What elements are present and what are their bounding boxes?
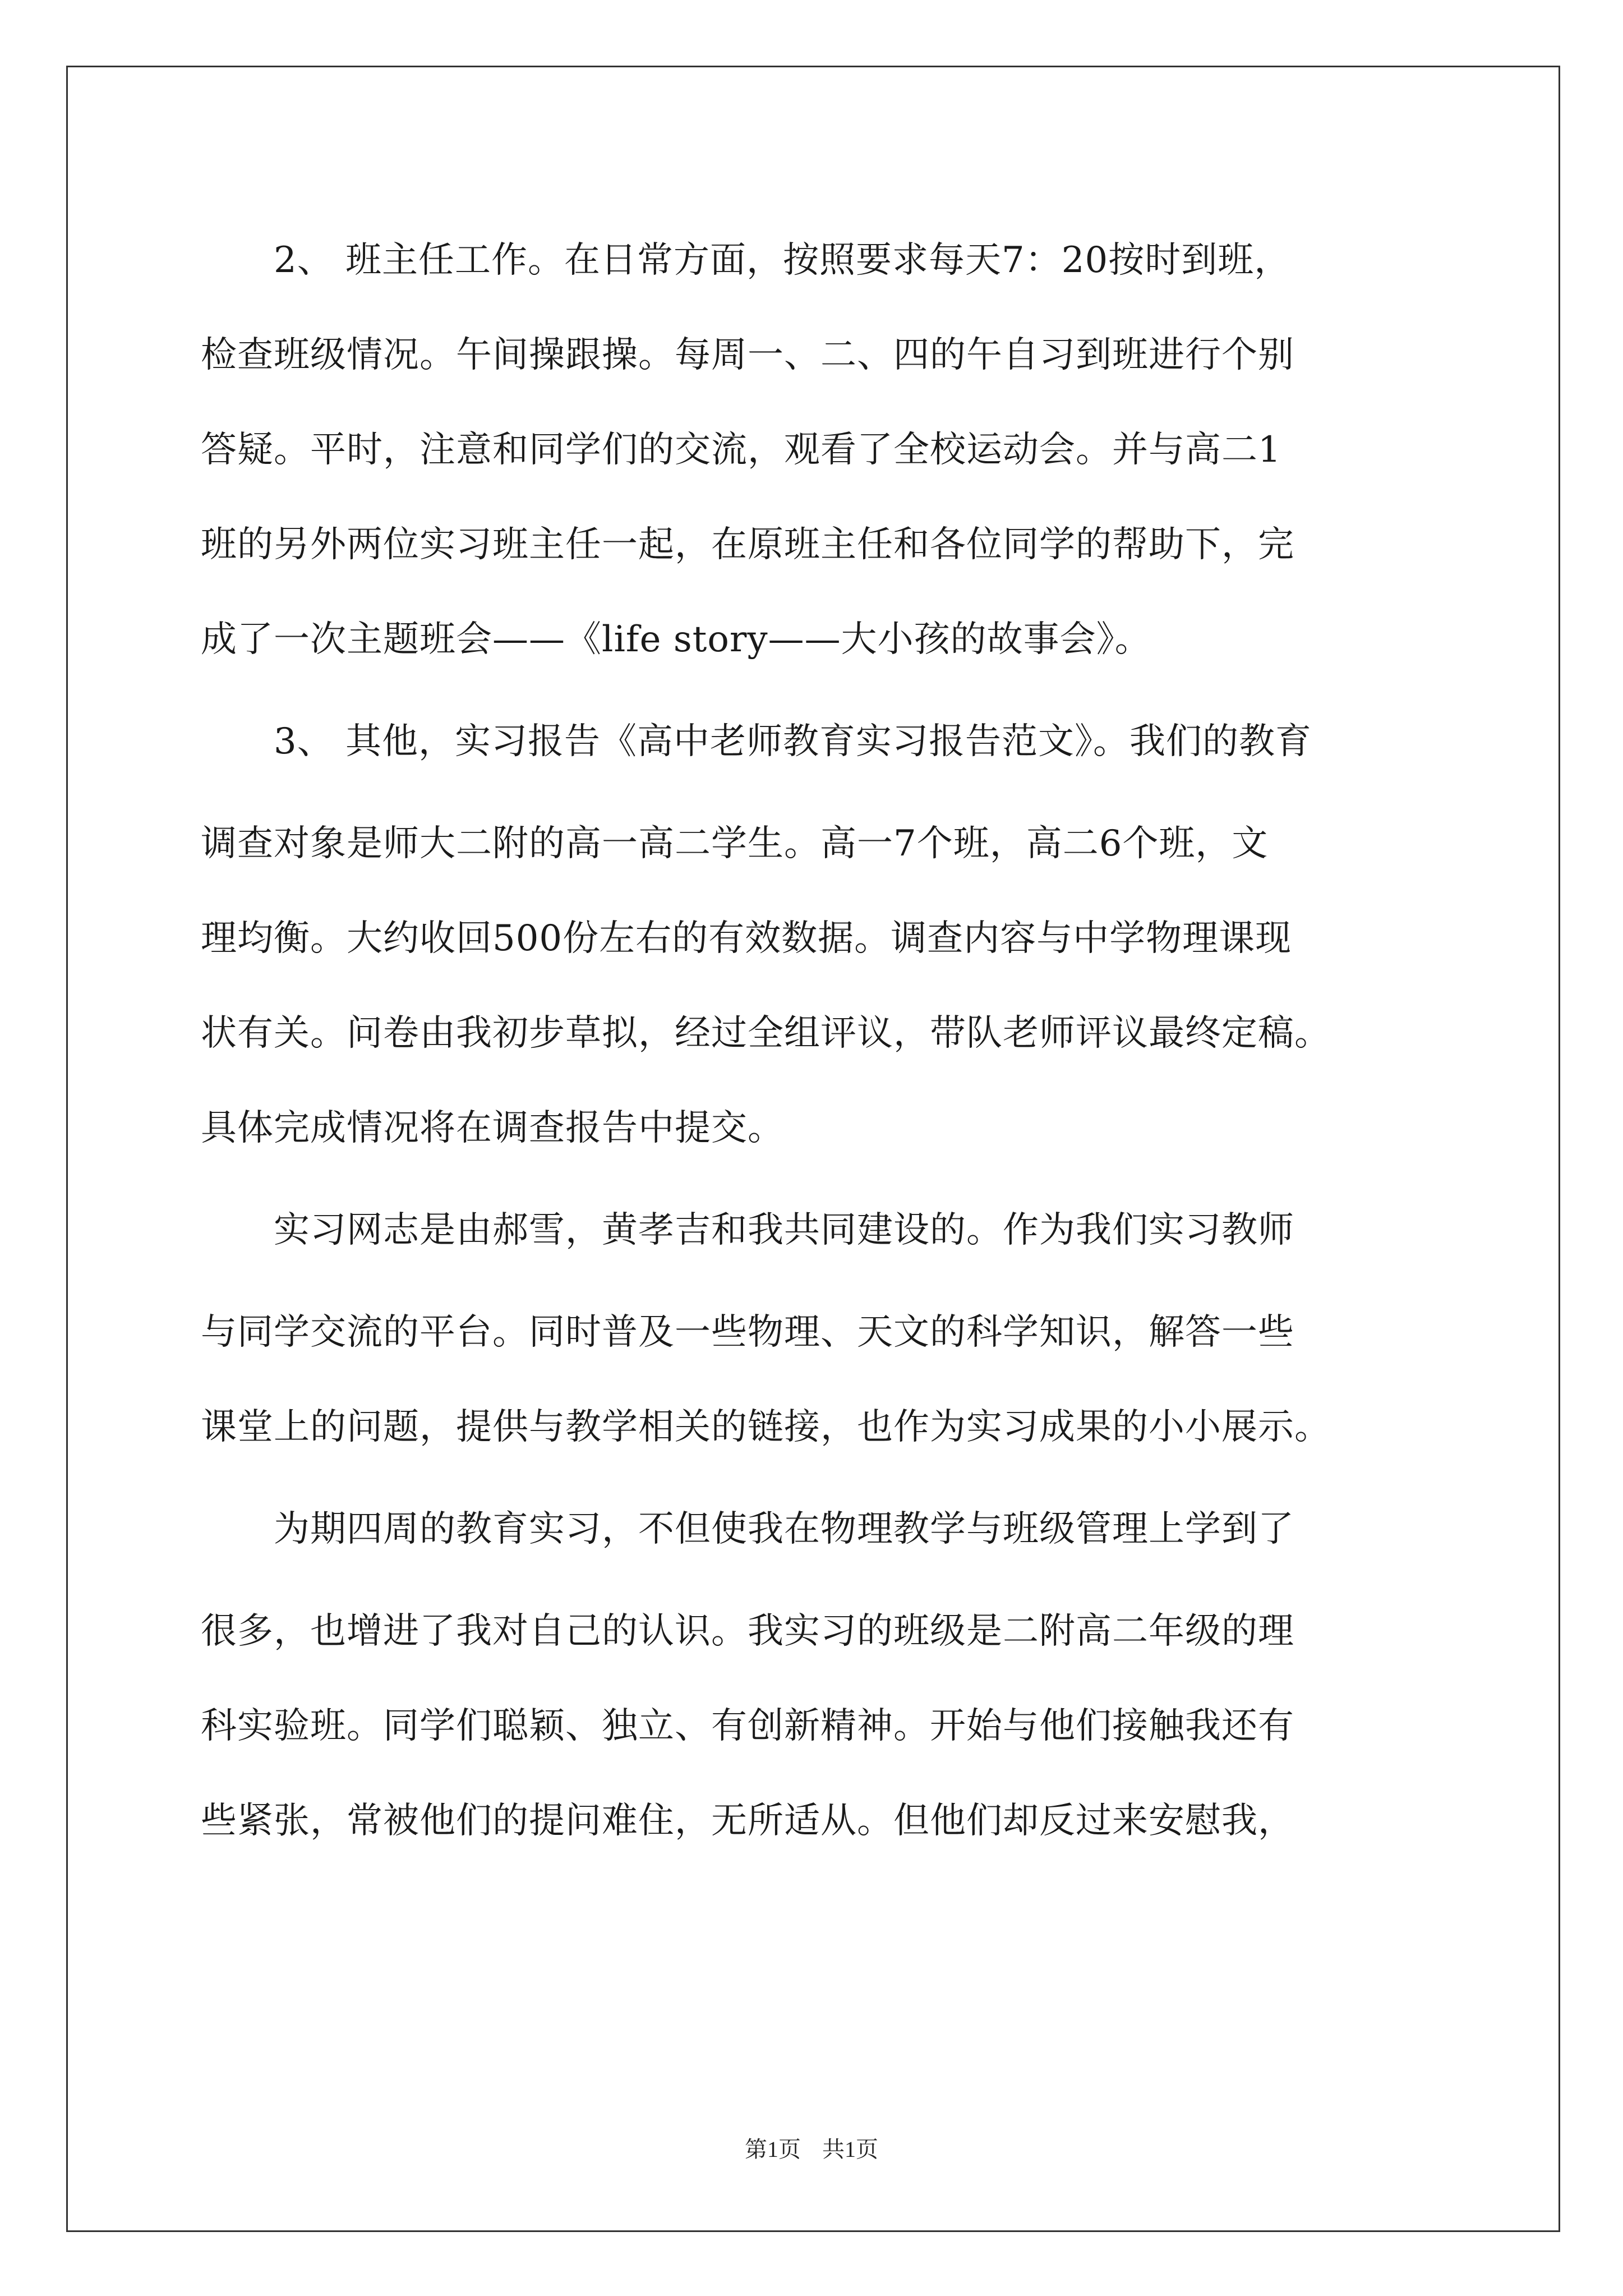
document-body <box>201 213 1435 1869</box>
paragraph-line: 课堂上的问题，提供与教学相关的链接，也作为实习成果的小小展示。 <box>201 1406 1331 1448</box>
paragraph-line: 3、 其他，实习报告《高中老师教育实习报告范文》。我们的教育 <box>274 721 1312 762</box>
paragraph-line: 成了一次主题班会——《life story——大小孩的故事会》。 <box>201 619 1151 660</box>
paragraph-line: 理均衡。大约收回500份左右的有效数据。调查内容与中学物理课现 <box>201 918 1292 959</box>
paragraph-line: 与同学交流的平台。同时普及一些物理、天文的科学知识，解答一些 <box>201 1312 1294 1353</box>
paragraph-line: 2、 班主任工作。在日常方面，按照要求每天7：20按时到班， <box>274 240 1291 281</box>
paragraph-line: 科实验班。同学们聪颖、独立、有创新精神。开始与他们接触我还有 <box>201 1705 1294 1747</box>
page-number: 第1页 <box>745 2137 801 2162</box>
paragraph-line: 状有关。问卷由我初步草拟，经过全组评议，带队老师评议最终定稿。 <box>201 1013 1331 1054</box>
page-total: 共1页 <box>822 2137 878 2162</box>
paragraph-line: 具体完成情况将在调查报告中提交。 <box>201 1107 784 1149</box>
paragraph-line: 很多，也增进了我对自己的认识。我实习的班级是二附高二年级的理 <box>201 1611 1294 1652</box>
page-footer <box>0 2132 1623 2164</box>
paragraph-line: 检查班级情况。午间操跟操。每周一、二、四的午自习到班进行个别 <box>201 334 1294 376</box>
paragraph-line: 为期四周的教育实习，不但使我在物理教学与班级管理上学到了 <box>274 1508 1294 1550</box>
paragraph-line: 班的另外两位实习班主任一起，在原班主任和各位同学的帮助下，完 <box>201 524 1294 565</box>
paragraph-line: 些紧张，常被他们的提问难住，无所适从。但他们却反过来安慰我， <box>201 1800 1294 1842</box>
paragraph-line: 调查对象是师大二附的高一高二学生。高一7个班，高二6个班，文 <box>201 823 1269 864</box>
paragraph-line: 答疑。平时，注意和同学们的交流，观看了全校运动会。并与高二1 <box>201 429 1281 471</box>
paragraph-line: 实习网志是由郝雪，黄孝吉和我共同建设的。作为我们实习教师 <box>274 1209 1294 1251</box>
